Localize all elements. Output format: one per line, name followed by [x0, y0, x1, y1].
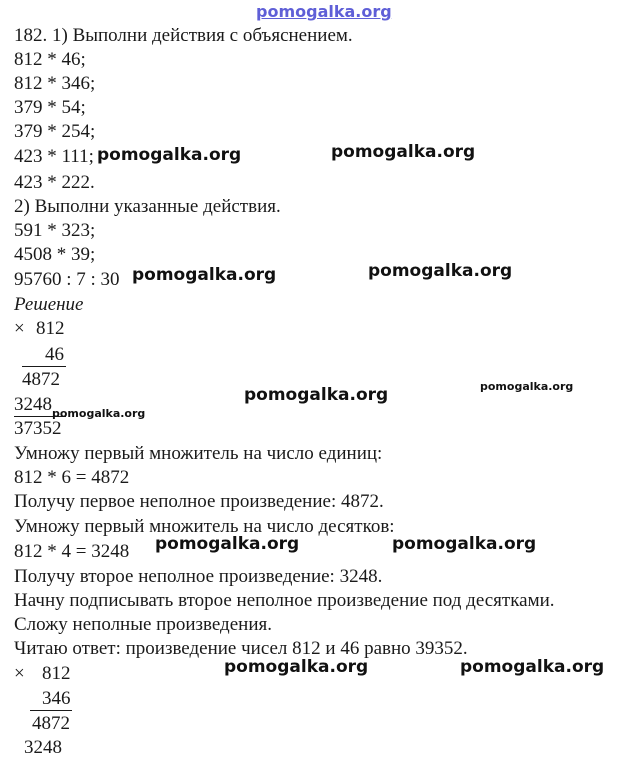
watermark: pomogalka.org — [480, 380, 574, 393]
task-expr: 423 * 222. — [14, 172, 95, 193]
explanation-line: Сложу неполные произведения. — [14, 614, 272, 635]
explanation-line: 812 * 6 = 4872 — [14, 467, 130, 488]
watermark: pomogalka.org — [368, 261, 513, 281]
task-expr: 379 * 54; — [14, 97, 86, 118]
explanation-line: Умножу первый множитель на число десятков: — [14, 516, 395, 537]
watermark: pomogalka.org — [52, 407, 146, 420]
multiply-sign: × — [14, 318, 25, 339]
watermark: pomogalka.org — [460, 657, 605, 677]
solution-heading: Решение — [14, 294, 84, 315]
multiplicand: 812 — [36, 318, 65, 339]
multiply-sign: × — [14, 663, 25, 684]
explanation-line: Начну подписывать второе неполное произведение под десятками. — [14, 590, 555, 611]
task-expr: 812 * 46; — [14, 49, 86, 70]
watermark: pomogalka.org — [392, 534, 537, 554]
multiplier: 46 — [45, 344, 64, 365]
task-expr: 4508 * 39; — [14, 244, 96, 265]
multiplier: 346 — [42, 688, 71, 709]
watermark: pomogalka.org — [331, 142, 476, 162]
explanation-line: Читаю ответ: произведение чисел 812 и 46 равно 39352. — [14, 638, 468, 659]
partial-product-2: 3248 — [24, 737, 62, 758]
partial-product-2: 3248 — [14, 394, 52, 415]
task-expr: 95760 : 7 : 30 — [14, 269, 120, 290]
explanation-line: Получу первое неполное произведение: 4872. — [14, 491, 384, 512]
calc-line — [30, 710, 72, 711]
watermark-top: pomogalka.org — [256, 2, 392, 21]
task-title: 182. 1) Выполни действия с объяснением. — [14, 25, 353, 46]
partial-product-1: 4872 — [22, 369, 60, 390]
task-expr: 812 * 346; — [14, 73, 96, 94]
explanation-line: Получу второе неполное произведение: 3248. — [14, 566, 383, 587]
multiplicand: 812 — [42, 663, 71, 684]
task-expr: 379 * 254; — [14, 121, 96, 142]
watermark: pomogalka.org — [97, 145, 242, 165]
task-expr: 591 * 323; — [14, 220, 96, 241]
watermark: pomogalka.org — [224, 657, 369, 677]
explanation-line: Умножу первый множитель на число единиц: — [14, 443, 383, 464]
task-subtitle: 2) Выполни указанные действия. — [14, 196, 281, 217]
watermark: pomogalka.org — [244, 385, 389, 405]
calc-line — [22, 366, 66, 367]
explanation-line: 812 * 4 = 3248 — [14, 541, 130, 562]
calc-result: 37352 — [14, 418, 62, 439]
task-expr: 423 * 111; — [14, 146, 94, 167]
partial-product-1: 4872 — [32, 713, 70, 734]
watermark: pomogalka.org — [132, 265, 277, 285]
watermark: pomogalka.org — [155, 534, 300, 554]
